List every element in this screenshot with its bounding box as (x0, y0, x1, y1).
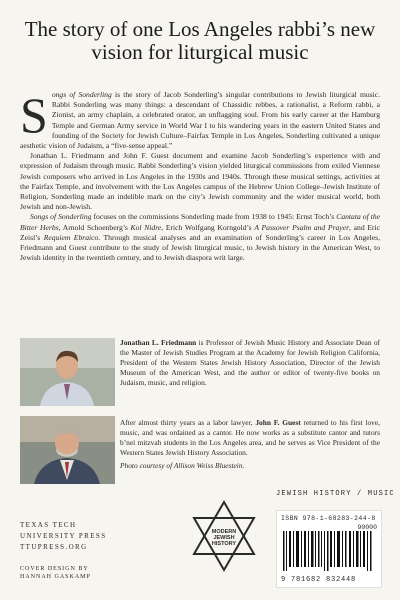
work-title: Kol Nidre (130, 222, 162, 232)
text-run: , and Eric Zeisl’s (20, 222, 380, 242)
star-of-david-icon (190, 500, 258, 572)
text-run: , Erich Wolfgang Korngold’s (161, 222, 255, 232)
book-title: ongs of Sonderling (51, 90, 112, 99)
author-bio-friedmann (20, 338, 380, 406)
bio-description: is Professor of Jewish Music History and Associate Dean of the Master of Jewish Studies Program at the Academy for Jewish Religion California, President of the Western States Jewish History Association, Director of the Jewish Museum of the American West, and the author or editor of twenty-five books on Judaism, music, and religion. (120, 338, 381, 387)
bio-text (120, 338, 380, 388)
text-run: focuses on the commissions Sonderling made from 1938 to 1945: Ernst Toch’s (91, 212, 337, 222)
barcode-digits: 9 781682 832448 (281, 576, 357, 584)
work-title: Requiem Ebraico (43, 232, 99, 242)
cover-credit-line2: HANNAH GASKAMP (20, 574, 91, 580)
author-photo (20, 338, 115, 406)
series-line-2: JEWISH (213, 535, 235, 541)
drop-cap: S (20, 87, 48, 143)
publisher-url[interactable]: TTUPRESS.ORG (20, 543, 88, 551)
subject-category: JEWISH HISTORY / MUSIC (276, 490, 395, 498)
author-name: Jonathan L. Friedmann (120, 338, 197, 347)
headline: The story of one Los Angeles rabbi’s new vision for liturgical music (24, 17, 376, 64)
barcode-block (276, 510, 382, 588)
isbn-label: ISBN 978-1-68283-244-8 (281, 515, 376, 522)
series-logo (190, 500, 258, 572)
price-code: 90000 (357, 524, 377, 531)
work-title: A Passover Psalm and Prayer (254, 222, 350, 232)
author-photo (20, 416, 115, 484)
paragraph-3 (20, 212, 380, 263)
bio-intro: After almost thirty years as a labor lawyer, (120, 418, 256, 427)
bio-text (120, 418, 380, 471)
text-run: , Arnold Schoenberg’s (58, 222, 131, 232)
paragraph-1 (20, 87, 380, 151)
bio-description: returned to his first love, music, and was ordained as a cantor. He now works as a substitute cantor and tutors b’nei mitzvah students in the Los Angeles area, and he serves as Vice President of the Western States Jewish History Association. (120, 418, 380, 457)
text-run: . Through musical analyses and an examination of Sonderling’s career in Los Angeles, Friedmann and Guest contribute to the study of Jewish liturgical music, to Jewish history in the American West, to Jewish identity in the twentieth century, and to Jewish diaspora writ large. (20, 232, 381, 263)
author-bio-guest (20, 416, 380, 488)
barcode-icon (283, 531, 375, 571)
author-name: John F. Guest (255, 418, 301, 427)
photo-credit: Photo courtesy of Allison Weiss Bluestein. (120, 461, 245, 470)
publisher-name-line2: UNIVERSITY PRESS (20, 532, 107, 540)
publisher-info (20, 520, 107, 581)
work-title: Cantata of the Bitter Herbs (20, 212, 381, 232)
description (20, 87, 381, 263)
series-line-1: MODERN (211, 529, 237, 535)
cover-credit-line1: COVER DESIGN BY (20, 566, 89, 572)
paragraph-2: Jonathan L. Friedmann and John F. Guest document and examine Jacob Sonderling’s experience with and expression of Judaism through music. Rabbi Sonderling’s vision yielded liturgical commissions from exiled Viennese Jewish composers who arrived in Los Angeles in the 1930s and 1940s. Through these musical settings, activities at the Fairfax Temple, and involvement with the Los Angeles campus of the Hebrew Union College–Jewish Institute of Religion, Sonderling made an indelible mark on the city’s Jewish community and the wider musical world, both Jewish and non-Jewish. (20, 151, 380, 212)
publisher-name-line1: TEXAS TECH (20, 521, 77, 529)
series-line-3: HISTORY (211, 541, 237, 547)
book-title: Songs of Sonderling (30, 212, 92, 222)
paragraph-1-text: is the story of Jacob Sonderling’s singular contributions to Jewish liturgical music. Rabbi Sonderling was many things: a descendant of Chassidic rebbes, a rationalist, a Reform rabbi, a Zionist, an army chaplain, a celebrated orator, an unflagging soul. From his early career at the Hamburg Temple and German Army service in World War I to his wandering years in the eastern United States and founding of the Society for Jewish Culture–Fairfax Temple in Los Angeles, Sonderling cultivated a unique aesthetic vision of Judaism, a “five-sense appeal.” (20, 90, 380, 151)
